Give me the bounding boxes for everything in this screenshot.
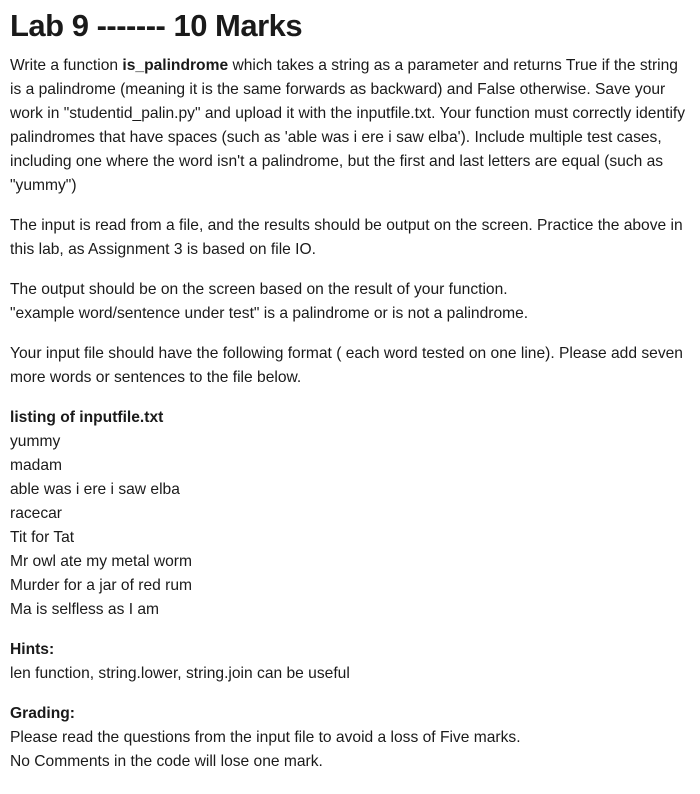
grading-line-1: Please read the questions from the input file to avoid a loss of Five marks. <box>10 729 521 746</box>
output-line-1: The output should be on the screen based on the result of your function. <box>10 281 508 298</box>
hints-text: len function, string.lower, string.join can be useful <box>10 665 350 682</box>
listing-line: madam <box>10 457 62 474</box>
listing-title: listing of inputfile.txt <box>10 409 164 426</box>
listing-line: yummy <box>10 433 61 450</box>
page-title: Lab 9 ------- 10 Marks <box>10 8 303 43</box>
listing-line: Mr owl ate my metal worm <box>10 553 192 570</box>
format-paragraph: Your input file should have the following format ( each word tested on one line). Please add seven more words or sentences to the file below. <box>10 345 683 386</box>
intro-paragraph <box>10 54 690 198</box>
listing-line: Tit for Tat <box>10 529 75 546</box>
function-name: is_palindrome <box>122 57 229 74</box>
hints-heading: Hints: <box>10 641 55 658</box>
intro-text-start: Write a function <box>10 57 123 74</box>
hints-section <box>10 638 690 686</box>
grading-line-2: No Comments in the code will lose one mark. <box>10 753 323 770</box>
output-line-2: "example word/sentence under test" is a palindrome or is not a palindrome. <box>10 305 529 322</box>
listing-line: Murder for a jar of red rum <box>10 577 192 594</box>
intro-text-rest: which takes a string as a parameter and returns True if the string is a palindrome (meaning it is the same forwards as backward) and False otherwise. Save your work in "studentid_palin.py" and upload it with the inputfile.txt. Your function must correctly identify palindromes that have spaces (such as 'able was i ere i saw elba'). Include multiple test cases, including one where the word isn't a palindrome, but the first and last letters are equal (such as "yummy") <box>10 57 686 194</box>
listing-line: racecar <box>10 505 62 522</box>
grading-section <box>10 702 690 774</box>
listing-line: Ma is selfless as I am <box>10 601 160 618</box>
listing-line: able was i ere i saw elba <box>10 481 180 498</box>
output-paragraph <box>10 278 690 326</box>
grading-heading: Grading: <box>10 705 75 722</box>
input-paragraph: The input is read from a file, and the results should be output on the screen. Practice the above in this lab, as Assignment 3 is based on file IO. <box>10 217 683 258</box>
inputfile-listing <box>10 406 690 622</box>
